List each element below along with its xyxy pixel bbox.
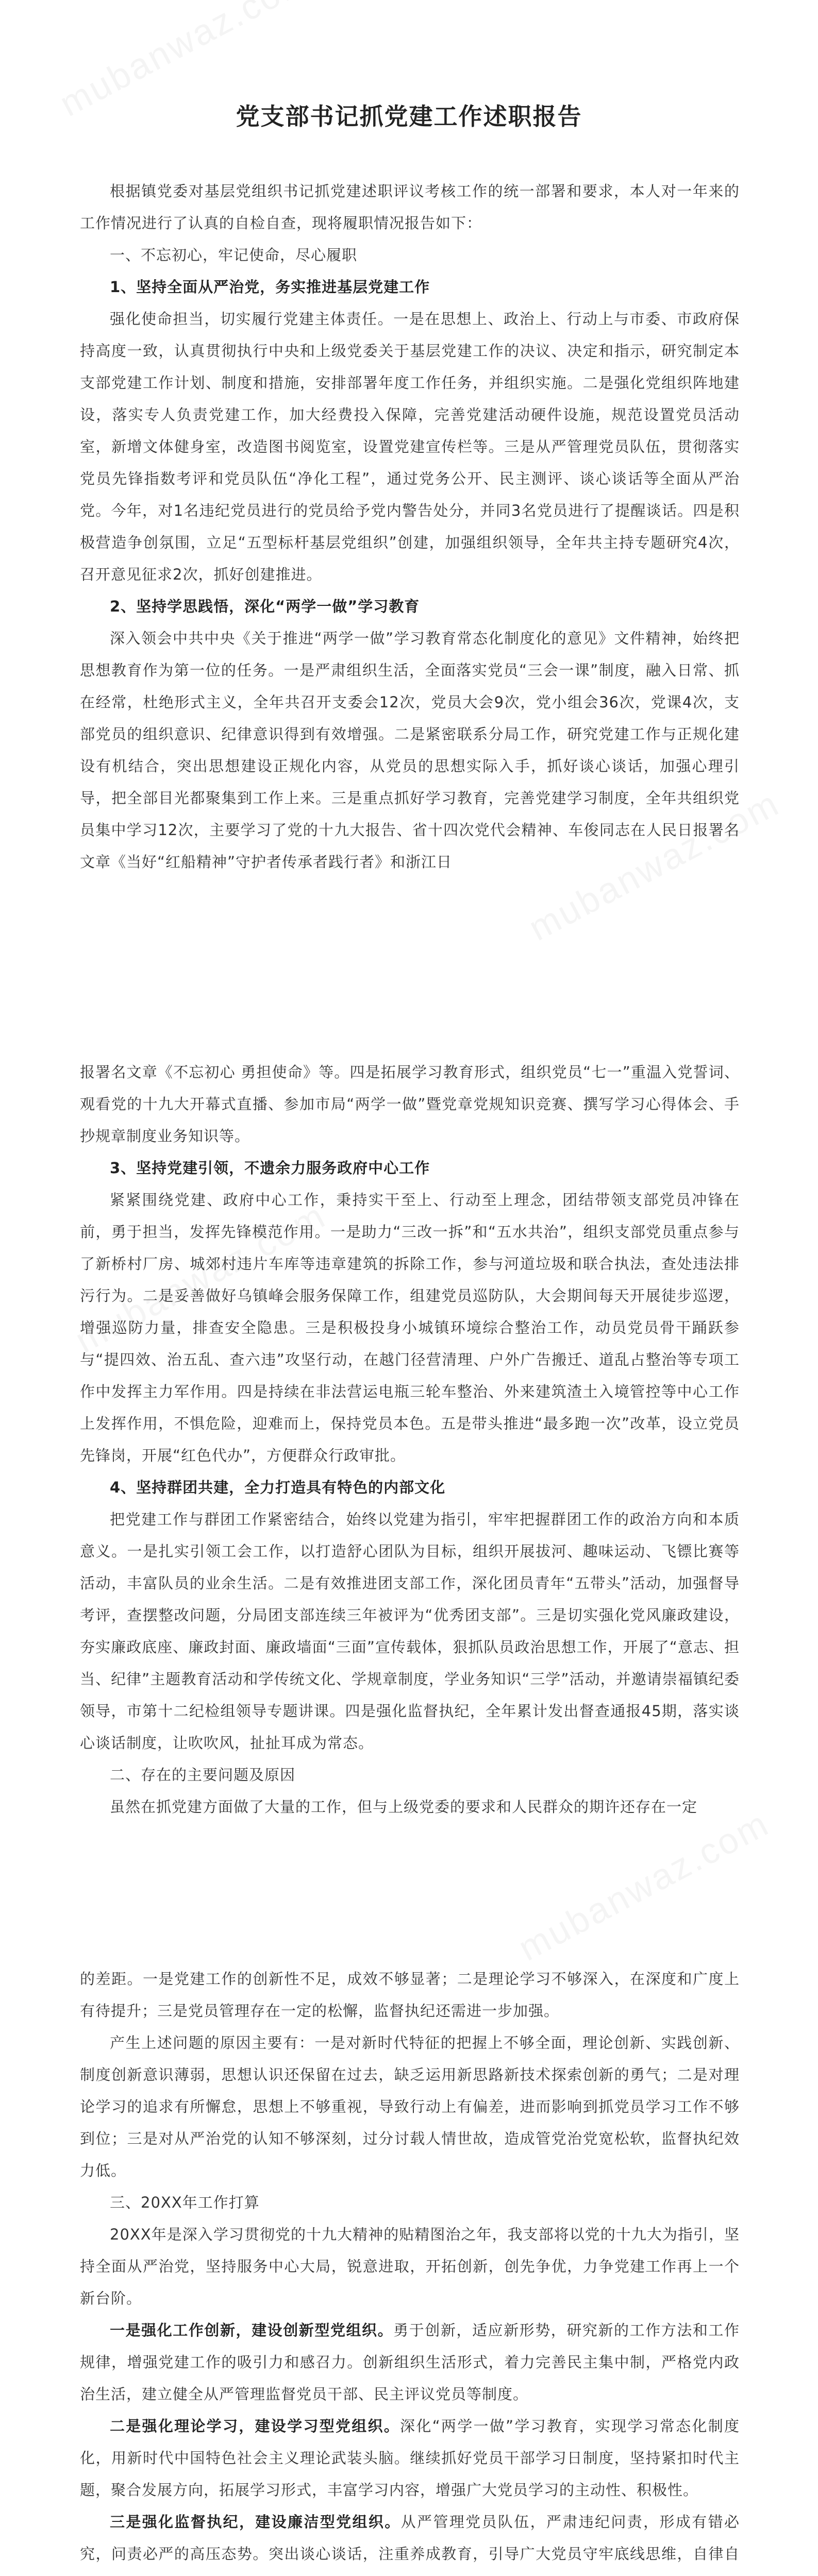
paragraph-8-lead: 一是强化工作创新，建设创新型党组织。 — [110, 2321, 394, 2339]
section-heading-1: 一、不忘初心，牢记使命，尽心履职 — [110, 246, 358, 264]
paragraph-9-body: 深化“两学一做”学习教育，实现学习常态化制度化，用新时代中国特色社会主义理论武装头脑。继续抓好党员干部学习日制度，坚持紧扣时代主题，聚合发展方向，拓展学习形式，丰富学习内容，增强广大党员学习的主动性、积极性。 — [80, 2417, 740, 2499]
paragraph-2-continued: 报署名文章《不忘初心 勇担使命》等。四是拓展学习教育形式，组织党员“七一”重温入党誓词、观看党的十九大开幕式直播、参加市局“两学一做”暨党章党规知识竞赛、撰写学习心得体会、手抄规章制度业务知识等。 — [80, 1063, 740, 1145]
paragraph-10-lead: 三是强化监督执纪，建设廉洁型党组织。 — [110, 2513, 401, 2531]
intro-paragraph: 根据镇党委对基层党组织书记抓党建述职评议考核工作的统一部署和要求，本人对一年来的工作情况进行了认真的自检自查，现将履职情况报告如下： — [80, 182, 740, 232]
subheading-2: 2、坚持学思践悟，深化“两学一做”学习教育 — [110, 598, 420, 615]
paragraph-3: 紧紧围绕党建、政府中心工作，秉持实干至上、行动至上理念，团结带领支部党员冲锋在前，勇于担当，发挥先锋模范作用。一是助力“三改一拆”和“五水共治”，组织支部党员重点参与了新桥村厂房、城郊村违片车库等违章建筑的拆除工作，参与河道垃圾和联合执法，查处违法排污行为。二是妥善做好乌镇峰会服务保障工作，组建党员巡防队，大会期间每天开展徒步巡逻，增强巡防力量，排查安全隐患。三是积极投身小城镇环境综合整治工作，动员党员骨干踊跃参与“提四效、治五乱、查六违”攻坚行动，在越门径营清理、户外广告搬迁、道乱占整治等专项工作中发挥主力军作用。四是持续在非法营运电瓶三轮车整治、外来建筑渣土入境管控等中心工作上发挥作用，不惧危险，迎难而上，保持党员本色。五是带头推进“最多跑一次”改革，设立党员先锋岗，开展“红色代办”，方便群众行政审批。 — [80, 1191, 740, 1464]
paragraph-10 — [80, 2506, 740, 2576]
subheading-1: 1、坚持全面从严治党，务实推进基层党建工作 — [110, 278, 430, 296]
watermark — [512, 1802, 776, 1969]
body-block-1 — [80, 175, 740, 878]
subheading-4: 4、坚持群团共建，全力打造具有特色的内部文化 — [110, 1479, 446, 1496]
body-block-2 — [80, 1056, 740, 1823]
paragraph-10-body: 从严管理党员队伍，严肃违纪问责，形成有错必究，问责必严的高压态势。突出谈心谈话，注重养成教育，引导广大党员守牢底线思维，自律自 — [80, 2513, 740, 2563]
paragraph-2: 深入领会中共中央《关于推进“两学一做”学习教育常态化制度化的意见》文件精神，始终把思想教育作为第一位的任务。一是严肃组织生活，全面落实党员“三会一课”制度，融入日常、抓在经常，杜绝形式主义，全年共召开支委会12次，党员大会9次，党小组会36次，党课4次，支部党员的组织意识、纪律意识得到有效增强。二是紧密联系分局工作，研究党建工作与正规化建设有机结合，突出思想建设正规化内容，从党员的思想实际入手，抓好谈心谈话，加强心理引导，把全部目光都聚集到工作上来。三是重点抓好学习教育，完善党建学习制度，全年共组织党员集中学习12次，主要学习了党的十九大报告、省十四次党代会精神、车俊同志在人民日报署名文章《当好“红船精神”守护者传承者践行者》和浙江日 — [80, 630, 740, 871]
paragraph-4: 把党建工作与群团工作紧密结合，始终以党建为指引，牢牢把握群团工作的政治方向和本质意义。一是扎实引领工会工作，以打造舒心团队为目标，组织开展拔河、趣味运动、飞镖比赛等活动，丰富队员的业余生活。二是有效推进团支部工作，深化团员青年“五带头”活动，加强督导考评，查摆整改问题，分局团支部连续三年被评为“优秀团支部”。三是切实强化党风廉政建设，夯实廉政底座、廉政封面、廉政墙面“三面”宣传载体，狠抓队员政治思想工作，开展了“意志、担当、纪律”主题教育活动和学传统文化、学规章制度，学业务知识“三学”活动，并邀请崇福镇纪委领导，市第十二纪检组领导专题讲课。四是强化监督执纪，全年累计发出督查通报45期，落实谈心谈话制度，让吹吹风，扯扯耳成为常态。 — [80, 1511, 740, 1752]
paragraph-5-continued: 的差距。一是党建工作的创新性不足，成效不够显著；二是理论学习不够深入，在深度和广度上有待提升；三是党员管理存在一定的松懈，监督执纪还需进一步加强。 — [80, 1970, 740, 2020]
document-title: 党支部书记抓党建工作述职报告 — [236, 103, 582, 130]
paragraph-7: 20XX年是深入学习贯彻党的十九大精神的贴精图治之年，我支部将以党的十九大为指引，坚持全面从严治党，坚持服务中心大局，锐意进取，开拓创新，创先争优，力争党建工作再上一个新台阶。 — [80, 2226, 740, 2307]
paragraph-1: 强化使命担当，切实履行党建主体责任。一是在思想上、政治上、行动上与市委、市政府保持高度一致，认真贯彻执行中央和上级党委关于基层党建工作的决议、决定和指示，研究制定本支部党建工作计划、制度和措施，安排部署年度工作任务，并组织实施。二是强化党组织阵地建设，落实专人负责党建工作，加大经费投入保障，完善党建活动硬件设施，规范设置党员活动室，新增文体健身室，改造图书阅览室，设置党建宣传栏等。三是从严管理党员队伍，贯彻落实党员先锋指数考评和党员队伍“净化工程”，通过党务公开、民主测评、谈心谈话等全面从严治党。今年，对1名违纪党员进行的党员给予党内警告处分，并同3名党员进行了提醒谈话。四是积极营造争创氛围，立足“五型标杆基层党组织”创建，加强组织领导，全年共主持专题研究4次，召开意见征求2次，抓好创建推进。 — [80, 310, 740, 583]
paragraph-5-start: 虽然在抓党建方面做了大量的工作，但与上级党委的要求和人民群众的期许还存在一定 — [110, 1798, 698, 1816]
body-block-3 — [80, 1963, 740, 2576]
paragraph-9 — [80, 2410, 740, 2506]
paragraph-9-lead: 二是强化理论学习，建设学习型党组织。 — [110, 2417, 400, 2435]
section-heading-3: 三、20XX年工作打算 — [110, 2194, 260, 2211]
paragraph-8-body: 勇于创新，适应新形势，研究新的工作方法和工作规律，增强党建工作的吸引力和感召力。创新组织生活形式，着力完善民主集中制，严格党内政治生活，建立健全从严管理监督党员干部、民主评议党员等制度。 — [80, 2321, 740, 2403]
subheading-3: 3、坚持党建引领，不遗余力服务政府中心工作 — [110, 1159, 430, 1177]
paragraph-8 — [80, 2314, 740, 2410]
section-heading-2: 二、存在的主要问题及原因 — [110, 1766, 296, 1784]
paragraph-6: 产生上述问题的原因主要有：一是对新时代特征的把握上不够全面，理论创新、实践创新、制度创新意识薄弱，思想认识还保留在过去，缺乏运用新思路新技术探索创新的勇气；二是对理论学习的追求有所懈怠，思想上不够重视，导致行动上有偏差，进而影响到抓党员学习工作不够到位；三是对从严治党的认知不够深刻，过分讨载人情世故，造成管党治党宽松软，监督执纪效力低。 — [80, 2034, 740, 2179]
